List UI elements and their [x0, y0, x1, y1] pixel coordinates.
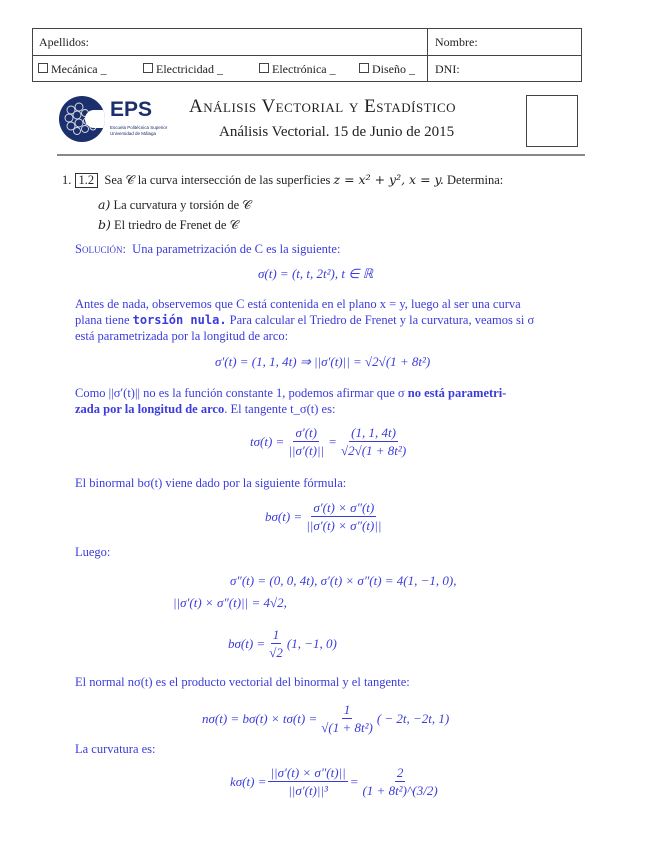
logo-subtitle-2: Universidad de Málaga: [110, 131, 157, 136]
paragraph-curvature: La curvatura es:: [75, 742, 156, 756]
student-info-table: [32, 28, 582, 82]
checkbox-icon[interactable]: [359, 63, 369, 73]
option-electronica[interactable]: Electrónica _: [259, 62, 336, 77]
table-row-names: [33, 29, 581, 56]
paragraph-plane-curve: Antes de nada, observemos que C está contenida en el plano x = y, luego al ser una curva plana tiene torsión nula. Para calcular el Triedro de Frenet y la curvatura, veamos si σ está parametrizada por la longitud de arco:: [75, 297, 535, 343]
equation-parametrization: σ(t) = (t, t, 2t²), t ∈ ℝ: [258, 266, 374, 281]
logo-wordmark: EPS: [110, 98, 153, 121]
equation-curvature: kσ(t) = $\frac{||\sigma'(t) \times \sigma''(t)||}{\text{||σ′(t)||³}}$ = $\frac{2}{\text{(1 + 8t²)\textasciicircum{}(3/2)}}$: [230, 765, 438, 798]
problem-item-a: a) La curvatura y torsión de 𝒞: [98, 197, 252, 212]
exam-subtitle: Análisis Vectorial. 15 de Junio de 2015: [219, 124, 455, 140]
score-box: [526, 95, 578, 147]
option-diseno[interactable]: Diseño _: [359, 62, 415, 77]
paragraph-not-arc-length: Como ||σ′(t)|| no es la función constante 1, podemos afirmar que σ no está parametri- zada por la longitud de arco. El tangente t_σ(t) es:: [75, 386, 507, 416]
equation-tangent: tσ(t) = $\frac{\sigma'(t)}{||\sigma'(t)||}$ = $\frac{(1, 1, 4t)}{\text{√2√(1 + 8t²)}}$: [250, 425, 407, 458]
dni-field-label: DNI:: [435, 61, 460, 76]
equation-normal: nσ(t) = bσ(t) × tσ(t) = $\frac{1}{\text{√(1 + 8t²)}}$ ( − 2t, −2t, 1): [202, 702, 450, 735]
paragraph-luego: Luego:: [75, 545, 111, 559]
solution-heading: Solución:: [75, 242, 126, 256]
option-electricidad[interactable]: Electricidad _: [143, 62, 223, 77]
equation-binormal: bσ(t) = $\frac{1}{√2}$ (1, −1, 0): [228, 627, 337, 660]
checkbox-icon[interactable]: [38, 63, 48, 73]
equation-derivative: σ′(t) = (1, 1, 4t) ⇒ ||σ′(t)|| = √2√(1 + 8t²): [215, 354, 431, 369]
eps-logo-icon: [59, 96, 105, 142]
equation-second-derivative: σ″(t) = (0, 0, 4t), σ′(t) × σ″(t) = 4(1, −1, 0),: [230, 573, 457, 588]
table-row-degree: [33, 56, 581, 82]
paragraph-binormal: El binormal bσ(t) viene dado por la siguiente fórmula:: [75, 476, 347, 490]
problem-item-b: b) El triedro de Frenet de 𝒞: [98, 217, 239, 232]
solution-heading-line: Solución: Una parametrización de C es la siguiente:: [75, 242, 341, 256]
header-divider: [57, 154, 585, 156]
equation-cross-norm: ||σ′(t) × σ″(t)|| = 4√2,: [173, 595, 287, 610]
checkbox-icon[interactable]: [259, 63, 269, 73]
nombre-field-label: Nombre:: [435, 34, 478, 49]
logo-subtitle-1: Escuela Politécnica Superior: [110, 125, 168, 130]
paragraph-normal: El normal nσ(t) es el producto vectorial del binormal y el tangente:: [75, 675, 410, 689]
option-mecanica[interactable]: Mecánica _: [38, 62, 107, 77]
equation-binormal-formula: bσ(t) = $\frac{\sigma'(t) \times \sigma''(t)}{||\sigma'(t) \times \sigma''(t)||}$: [265, 500, 382, 533]
problem-statement: 1. 1.2 Sea 𝒞 la curva intersección de las superficies z = x² + y², x = y. Determina:: [62, 172, 504, 187]
checkbox-icon[interactable]: [143, 63, 153, 73]
points-badge: 1.2: [75, 173, 99, 188]
apellidos-field-label: Apellidos:: [39, 34, 89, 49]
course-title: Análisis Vectorial y Estadístico: [189, 96, 457, 117]
